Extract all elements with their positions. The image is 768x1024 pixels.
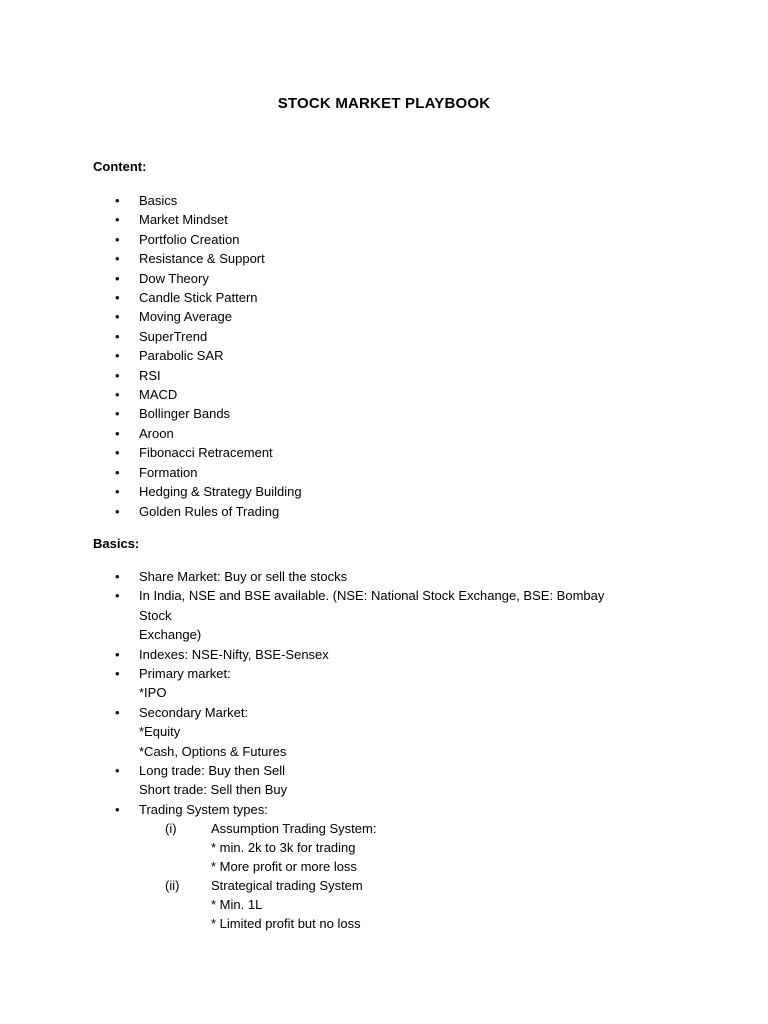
basics-list <box>0 567 639 933</box>
bullet-icon: • <box>115 367 120 383</box>
trading-system-name: Strategical trading System <box>211 878 363 894</box>
bullet-icon: • <box>115 425 120 441</box>
bullet-icon: • <box>115 290 120 306</box>
content-item-label: Aroon <box>139 425 174 441</box>
content-list <box>0 191 639 521</box>
trading-system-note: * Limited profit but no loss <box>211 916 361 932</box>
bullet-icon: • <box>115 646 120 662</box>
bullet-icon: • <box>115 484 120 500</box>
content-list-item <box>0 404 639 423</box>
bullet-icon: • <box>115 212 120 228</box>
content-list-item <box>0 269 639 288</box>
list-item <box>0 567 639 586</box>
content-item-label: Candle Stick Pattern <box>139 290 258 306</box>
content-list-item <box>0 443 639 462</box>
content-item-label: Formation <box>139 464 198 480</box>
content-list-item <box>0 230 639 249</box>
list-item <box>0 800 639 933</box>
list-item <box>0 664 639 703</box>
secondary-market-sub-1: *Equity <box>139 724 181 740</box>
content-item-label: MACD <box>139 387 178 403</box>
list-item <box>0 703 639 761</box>
bullet-icon: • <box>115 445 120 461</box>
bullet-icon: • <box>115 348 120 364</box>
bullet-icon: • <box>115 328 120 344</box>
trading-system-number: (ii) <box>165 878 180 894</box>
trading-system-note: * min. 2k to 3k for trading <box>211 840 356 856</box>
short-trade-text: Short trade: Sell then Buy <box>139 782 288 798</box>
content-item-label: RSI <box>139 367 161 383</box>
bullet-icon: • <box>115 251 120 267</box>
content-item-label: Basics <box>139 193 178 208</box>
bullet-icon: • <box>115 503 120 519</box>
page-title: STOCK MARKET PLAYBOOK <box>277 95 491 112</box>
long-trade-text: Long trade: Buy then Sell <box>139 763 285 779</box>
content-list-item <box>0 366 639 385</box>
content-list-item <box>0 327 639 346</box>
trading-system-note: * Min. 1L <box>211 897 263 913</box>
list-item <box>0 645 639 664</box>
india-line-2: Exchange) <box>139 627 202 643</box>
primary-market-text: Primary market: <box>139 666 231 682</box>
list-item <box>0 761 639 800</box>
content-item-label: Portfolio Creation <box>139 231 240 247</box>
content-item-label: Dow Theory <box>139 270 209 286</box>
content-item-label: Bollinger Bands <box>139 406 231 422</box>
content-list-item <box>0 191 639 210</box>
trading-system-number: (i) <box>165 821 177 837</box>
bullet-icon: • <box>115 270 120 286</box>
basics-heading: Basics: <box>93 536 140 551</box>
bullet-icon: • <box>115 801 120 817</box>
secondary-market-sub-2: *Cash, Options & Futures <box>139 743 287 759</box>
content-list-item <box>0 307 639 326</box>
content-list-item <box>0 210 639 229</box>
content-item-label: Hedging & Strategy Building <box>139 484 302 500</box>
bullet-icon: • <box>115 309 120 325</box>
content-list-item <box>0 249 639 268</box>
bullet-icon: • <box>115 464 120 480</box>
content-item-label: Market Mindset <box>139 212 228 228</box>
content-list-item <box>0 288 639 307</box>
content-item-label: Moving Average <box>139 309 232 325</box>
bullet-icon: • <box>115 406 120 422</box>
content-list-item <box>0 463 639 482</box>
primary-market-sub: *IPO <box>139 685 167 701</box>
bullet-icon: • <box>115 569 120 584</box>
content-item-label: SuperTrend <box>139 328 208 344</box>
content-heading: Content: <box>93 159 147 174</box>
share-market-text: Share Market: Buy or sell the stocks <box>139 569 348 584</box>
bullet-icon: • <box>115 763 120 779</box>
secondary-market-text: Secondary Market: <box>139 704 249 720</box>
trading-system-note: * More profit or more loss <box>211 859 357 875</box>
bullet-icon: • <box>115 666 120 682</box>
trading-types-text: Trading System types: <box>139 801 268 817</box>
trading-system-row <box>139 876 639 895</box>
trading-system-name: Assumption Trading System: <box>211 821 377 837</box>
content-item-label: Fibonacci Retracement <box>139 445 273 461</box>
trading-system-row <box>139 819 639 838</box>
content-list-item <box>0 424 639 443</box>
content-list-item <box>0 482 639 501</box>
bullet-icon: • <box>115 387 120 403</box>
content-list-item <box>0 385 639 404</box>
content-item-label: Parabolic SAR <box>139 348 224 364</box>
content-item-label: Golden Rules of Trading <box>139 503 280 519</box>
indexes-text: Indexes: NSE-Nifty, BSE-Sensex <box>139 646 329 662</box>
content-list-item <box>0 502 639 521</box>
content-item-label: Resistance & Support <box>139 251 265 267</box>
india-text <box>139 586 629 644</box>
bullet-icon: • <box>115 588 120 604</box>
list-item <box>0 586 639 644</box>
india-line-1: In India, NSE and BSE available. (NSE: National Stock Exchange, BSE: Bombay Stock <box>139 588 605 623</box>
bullet-icon: • <box>115 231 120 247</box>
content-list-item <box>0 346 639 365</box>
bullet-icon: • <box>115 193 120 208</box>
bullet-icon: • <box>115 704 120 720</box>
